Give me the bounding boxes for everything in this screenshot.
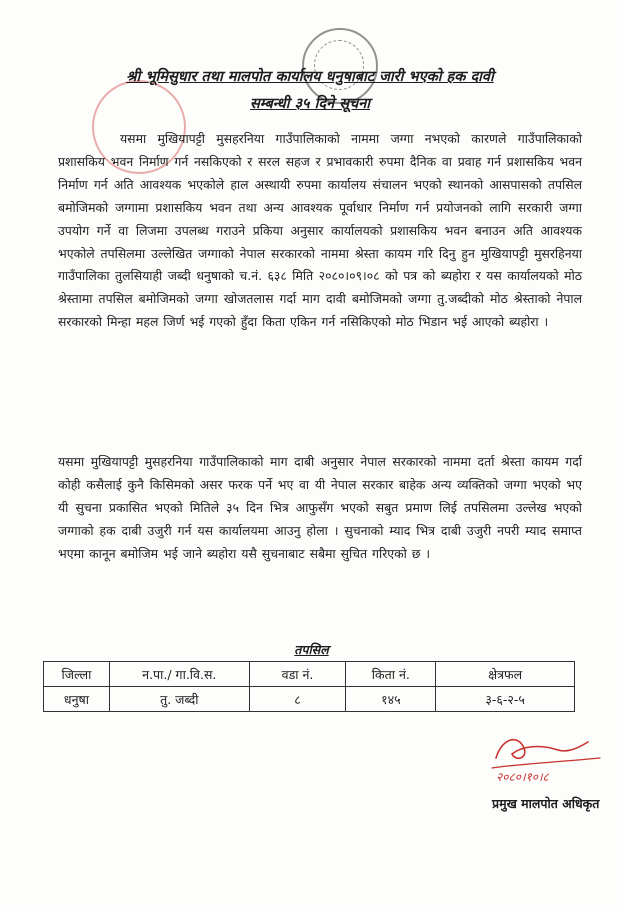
- column-header-municipality: न.पा./ गा.वि.स.: [109, 662, 249, 687]
- tapasil-table: [43, 661, 575, 712]
- tapasil-caption: तपसिल: [294, 642, 329, 657]
- notice-paragraph-1: यसमा मुखियापट्टी मुसहरनिया गाउँपालिकाको नाममा जग्गा नभएको कारणले गाउँपालिकाको प्रशासकिय भवन निर्माण गर्न नसकिएको र सरल सहज र प्रभावकारी रुपमा दैनिक वा प्रवाह गर्न प्रशासकिय भवन निर्माण गर्न अति आवश्यक भएकोले हाल अस्थायी रुपमा कार्यालय संचालन भएको स्थानको आसपासको तपसिल बमोजिमको जग्गामा प्रशासकिय भवन तथा अन्य आवश्यक पूर्वाधार निर्माण गर्न प्रयोजनको लागि सरकारी जग्गा उपयोग गर्ने वा लिजमा उपलब्ध गराउने प्रकिया अनुसार कार्यालयको प्रशासकिय भवन बनाउन अति आवश्यक भएकोले तपसिलमा उल्लेखित जग्गाको नेपाल सरकारको नाममा श्रेस्ता कायम गरि दिनु हुन मुखियापट्टी मुसरहिनया गाउँपालिका तुलसियाही जब्दी धनुषाको च.नं. ६३८ मिति २०८०।०९।०८ को पत्र को ब्यहोरा र यस कार्यालयको मोठ श्रेस्तामा तपसिल बमोजिमको जग्गा खोजतलास गर्दा माग दावी बमोजिमको जग्गा तु.जब्दीको मोठ श्रेस्ताको नेपाल सरकारको मिन्हा महल जिर्ण भई गएको हुँदा किता एकिन गर्न नसिकिएको मोठ भिडान भई आएको ब्यहोरा ।: [58, 131, 582, 330]
- table-row: [44, 687, 575, 712]
- cell-district: धनुषा: [44, 687, 110, 712]
- signatory-title: प्रमुख मालपोत अधिकृत: [492, 796, 600, 811]
- cell-plot-number: १४५: [346, 687, 436, 712]
- table-header-row: [44, 662, 575, 687]
- column-header-plot-number: किता नं.: [346, 662, 436, 687]
- notice-title-line1: श्री भूमिसुधार तथा मालपोत कार्यालय धनुषाबाट जारी भएको हक दावी: [126, 69, 494, 85]
- cell-area: ३-६-२-५: [436, 687, 575, 712]
- signature-date: २०८०।१०।८: [496, 770, 549, 784]
- handwritten-signature: [488, 728, 608, 784]
- column-header-ward: वडा नं.: [249, 662, 346, 687]
- cell-ward: ८: [249, 687, 346, 712]
- notice-title-line2: सम्बन्धी ३५ दिने सूचना: [249, 96, 371, 112]
- cell-municipality: तु. जब्दी: [109, 687, 249, 712]
- notice-paragraph-2: यसमा मुखियापट्टी मुसहरनिया गाउँपालिकाको माग दाबी अनुसार नेपाल सरकारको नाममा दर्ता श्रेस्ता कायम गर्दा कोही कसैलाई कुनै किसिमको असर फरक पर्ने भए वा यी नेपाल सरकार बाहेक अन्य व्यक्तिको जग्गा भएको भए यी सुचना प्रकासित भएको मितिले ३५ दिन भित्र आफुसँग भएको सबुत प्रमाण लिई तपसिलमा उल्लेख भएको जग्गाको हक दाबी उजुरी गर्न यस कार्यालयमा आउनु होला । सुचनाको म्याद भित्र दाबी उजुरी नपरी म्याद समाप्त भएमा कानून बमोजिम भई जाने ब्यहोरा यसै सुचनाबाट सबैमा सुचित गरिएको छ ।: [58, 454, 582, 561]
- column-header-district: जिल्ला: [44, 662, 110, 687]
- column-header-area: क्षेत्रफल: [436, 662, 575, 687]
